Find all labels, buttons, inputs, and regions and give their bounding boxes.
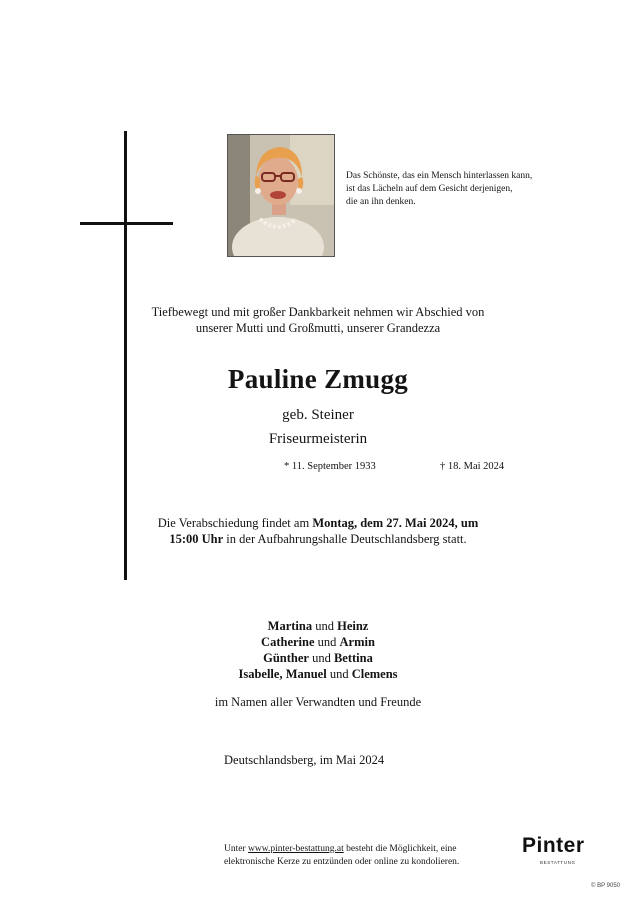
family-member: Bettina [333, 651, 373, 665]
intro-text [0, 304, 636, 336]
memorial-quote [346, 170, 546, 209]
footer-notice [224, 843, 514, 869]
family-member: Günther [263, 651, 309, 665]
family-row [0, 618, 636, 634]
farewell-line-1 [0, 515, 636, 531]
family-and: und [308, 651, 334, 665]
farewell-location: in der Aufbahrungshalle Deutschlandsberg statt. [223, 532, 467, 546]
farewell-notice [0, 515, 636, 547]
birth-date: * 11. September 1933 [284, 461, 376, 472]
family-member: Heinz [337, 619, 369, 633]
family-member: Armin [339, 635, 375, 649]
maiden-name: geb. Steiner [282, 407, 354, 423]
farewell-date: Montag, dem 27. Mai 2024, um [312, 516, 479, 530]
place-date: Deutschlandsberg, im Mai 2024 [224, 753, 385, 767]
intro-line: unserer Mutti und Großmutti, unserer Grandezza [195, 321, 441, 335]
family-list [0, 618, 636, 682]
cross-vertical-bar [124, 131, 127, 580]
portrait-photo [227, 134, 335, 257]
family-and: und [312, 619, 338, 633]
pinter-logo-subtitle: BESTATTUNG [540, 860, 576, 865]
family-row [0, 666, 636, 682]
farewell-text: Die Verabschiedung findet am [157, 516, 313, 530]
footer-line-2: elektronische Kerze zu entzünden oder online zu kondolieren. [224, 857, 460, 867]
family-row [0, 634, 636, 650]
family-member: Clemens [351, 667, 398, 681]
footer-link[interactable]: www.pinter-bestattung.at [248, 844, 344, 854]
footer-prefix: Unter [224, 844, 249, 854]
quote-line: Das Schönste, das ein Mensch hinterlassen kann, [346, 171, 533, 181]
footer-line-1 [224, 843, 514, 856]
document-code: © BP 9050 [591, 883, 620, 889]
family-row [0, 650, 636, 666]
deceased-name: Pauline Zmugg [227, 364, 409, 394]
family-and: und [326, 667, 352, 681]
relatives-line: im Namen aller Verwandten und Freunde [214, 695, 422, 709]
quote-line: die an ihn denken. [346, 197, 416, 207]
profession: Friseurmeisterin [268, 431, 368, 447]
family-member: Isabelle, Manuel [238, 667, 327, 681]
farewell-line-2 [0, 531, 636, 547]
farewell-time: 15:00 Uhr [169, 532, 224, 546]
quote-line: ist das Lächeln auf dem Gesicht derjenigen, [346, 184, 513, 194]
family-member: Catherine [261, 635, 315, 649]
footer-suffix: besteht die Möglichkeit, eine [343, 844, 457, 854]
pinter-logo: Pinter [522, 834, 585, 857]
family-member: Martina [267, 619, 313, 633]
intro-line: Tiefbewegt und mit großer Dankbarkeit nehmen wir Abschied von [151, 305, 485, 319]
death-date: † 18. Mai 2024 [440, 461, 505, 472]
cross-horizontal-bar [80, 222, 173, 225]
family-and: und [314, 635, 340, 649]
